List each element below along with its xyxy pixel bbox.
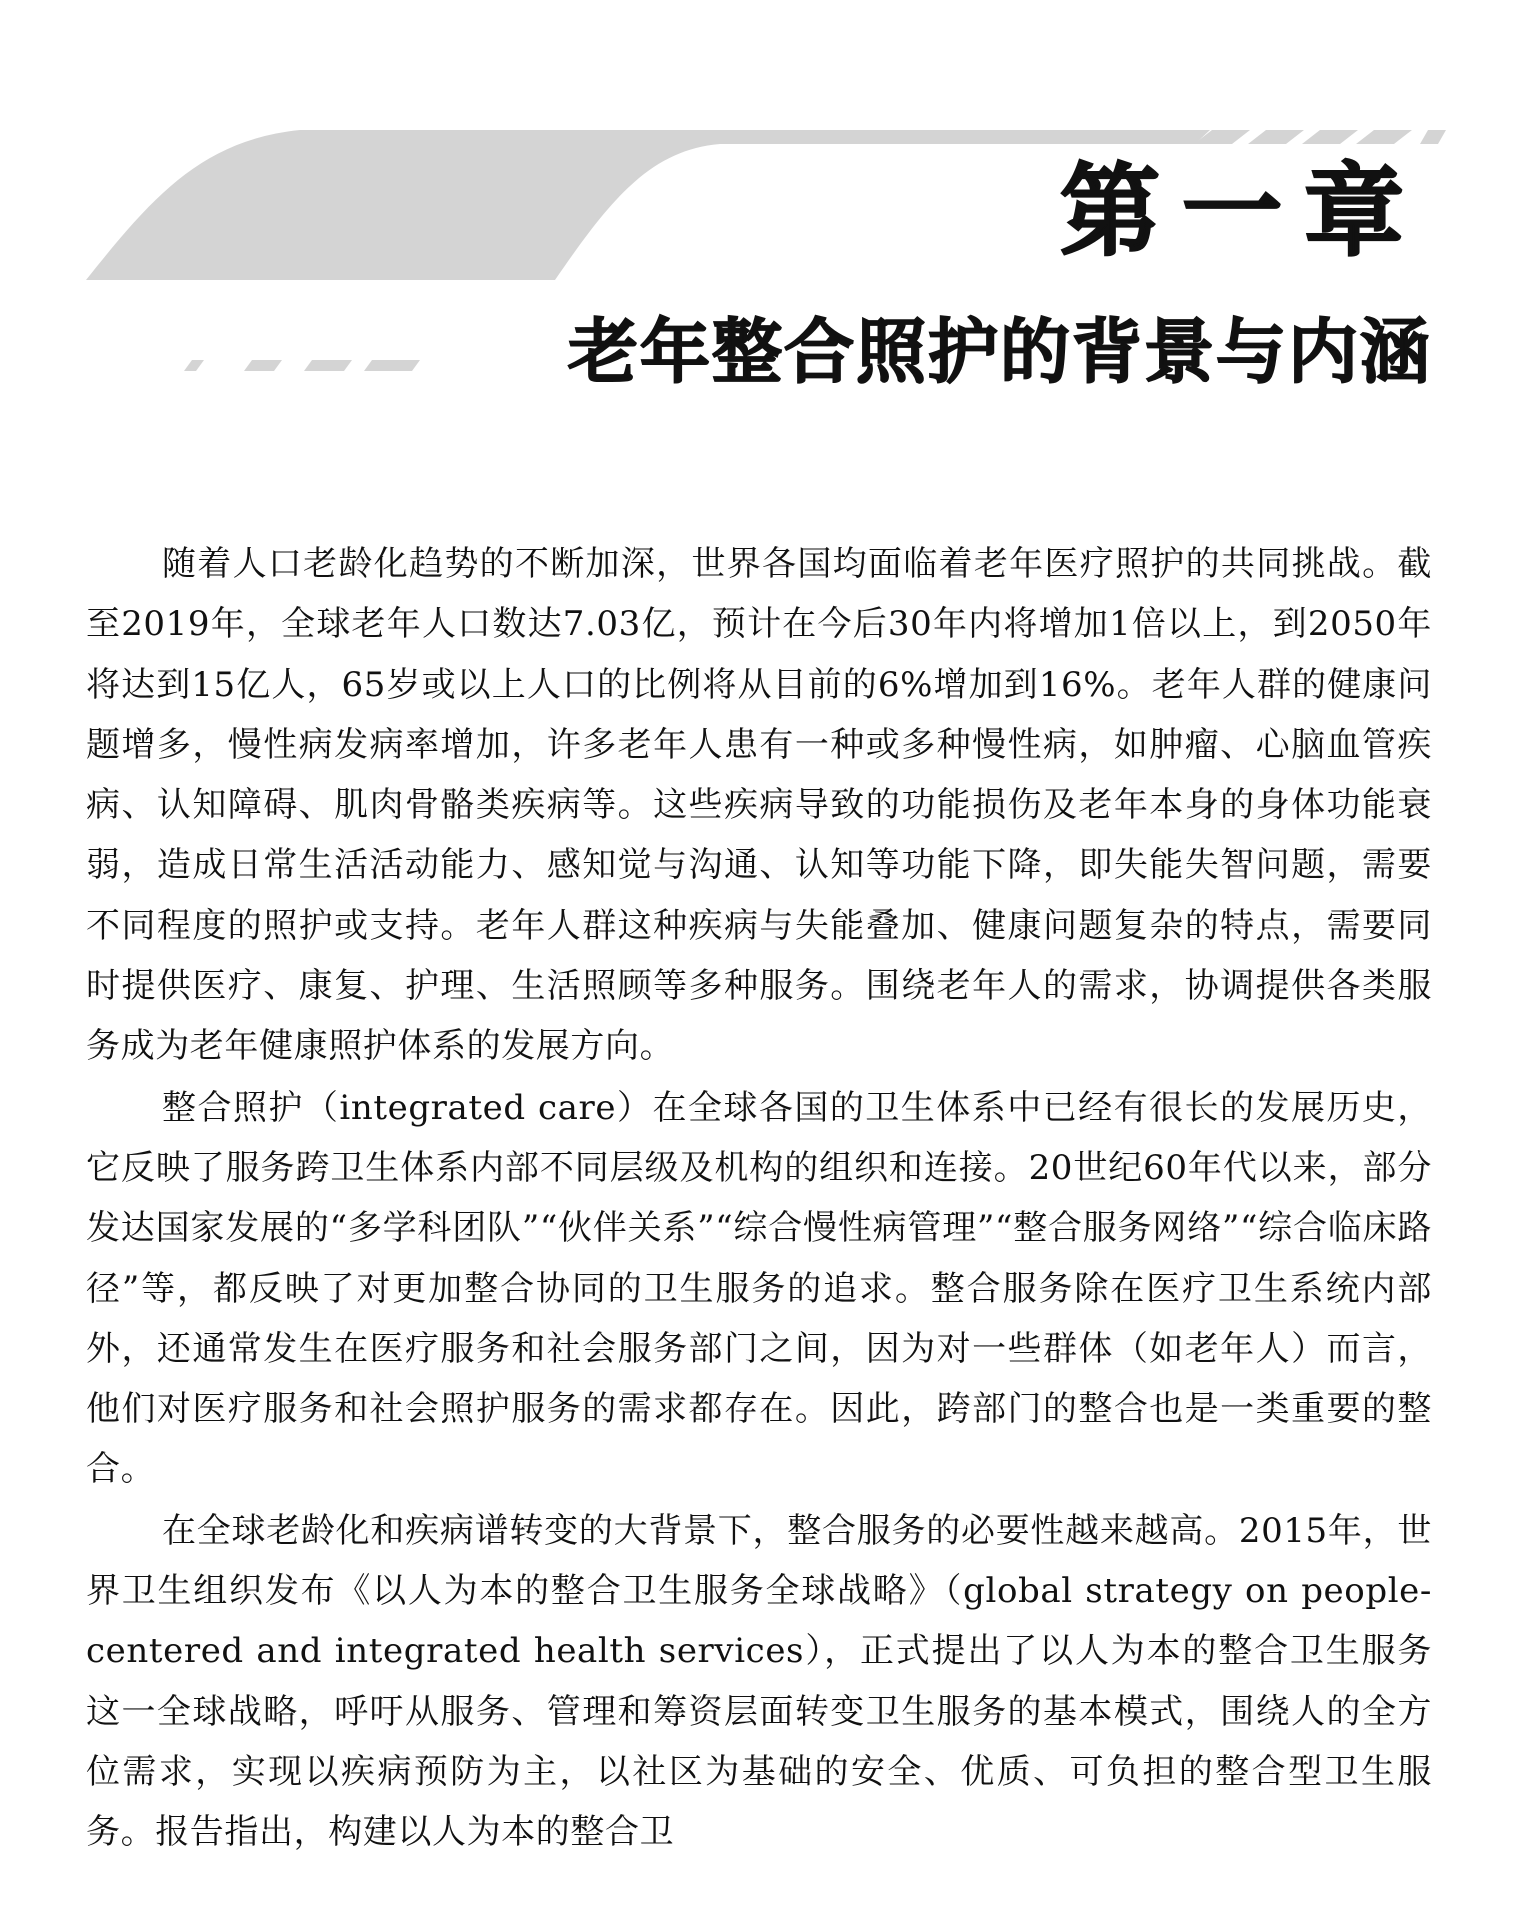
chapter-number: 第一章 (1060, 153, 1426, 270)
header-dash (1248, 130, 1304, 144)
header-dash (1302, 130, 1358, 144)
header-swoosh-band (86, 130, 1210, 280)
header-dash (304, 360, 352, 371)
header-dash (184, 360, 204, 371)
paragraph-3: 在全球老龄化和疾病谱转变的大背景下，整合服务的必要性越来越高。2015年，世界卫生组织发布《以人为本的整合卫生服务全球战略》（global strategy on people-centered and integrated health services），正式提出了以人为本的整合卫生服务这一全球战略，呼吁从服务、管理和筹资层面转变卫生服务的基本模式，围绕人的全方位需求，实现以疾病预防为主，以社区为基础的安全、优质、可负担的整合型卫生服务。报告指出，构建以人为本的整合卫 (86, 1510, 1432, 1853)
header-dash (364, 360, 420, 371)
header-dash (1420, 130, 1446, 144)
header-dash (244, 360, 282, 371)
paragraph-2: 整合照护（integrated care）在全球各国的卫生体系中已经有很长的发展历史，它反映了服务跨卫生体系内部不同层级及机构的组织和连接。20世纪60年代以来，部分发达国家发展的“多学科团队”“伙伴关系”“综合慢性病管理”“整合服务网络”“综合临床路径”等，都反映了对更加整合协同的卫生服务的追求。整合服务除在医疗卫生系统内部外，还通常发生在医疗服务和社会服务部门之间，因为对一些群体（如老年人）而言，他们对医疗服务和社会照护服务的需求都存在。因此，跨部门的整合也是一类重要的整合。 (86, 1087, 1432, 1490)
paragraph-1: 随着人口老龄化趋势的不断加深，世界各国均面临着老年医疗照护的共同挑战。截至2019年，全球老年人口数达7.03亿，预计在今后30年内将增加1倍以上，到2050年将达到15亿人，65岁或以上人口的比例将从目前的6%增加到16%。老年人群的健康问题增多，慢性病发病率增加，许多老年人患有一种或多种慢性病，如肿瘤、心脑血管疾病、认知障碍、肌肉骨骼类疾病等。这些疾病导致的功能损伤及老年本身的身体功能衰弱，造成日常生活活动能力、感知觉与沟通、认知等功能下降，即失能失智问题，需要不同程度的照护或支持。老年人群这种疾病与失能叠加、健康问题复杂的特点，需要同时提供医疗、康复、护理、生活照顾等多种服务。围绕老年人的需求，协调提供各类服务成为老年健康照护体系的发展方向。 (86, 544, 1432, 1067)
header-dash (1356, 130, 1412, 144)
body-text (86, 534, 1432, 1864)
chapter-title: 老年整合照护的背景与内涵 (568, 311, 1432, 393)
